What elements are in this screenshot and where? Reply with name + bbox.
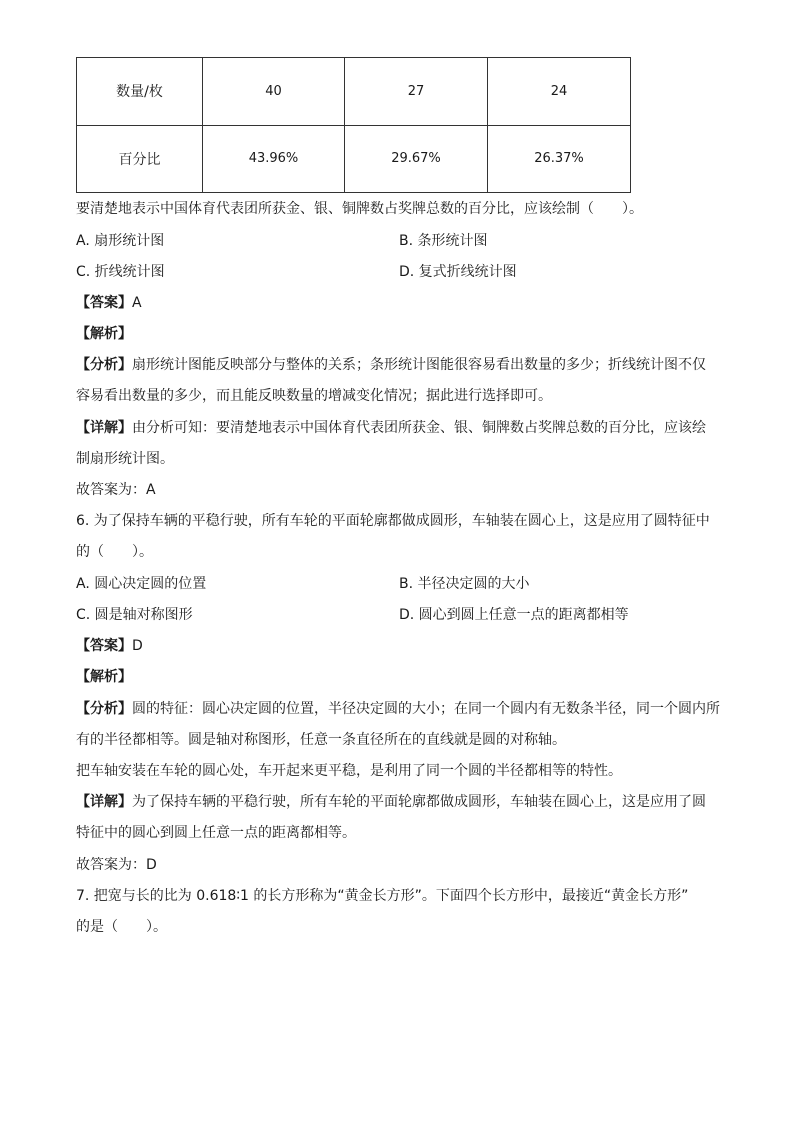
q6-option-a: A. 圆心决定圆的位置 bbox=[76, 576, 207, 592]
q6-fenxi-line3: 把车轴安装在车轮的圆心处，车开起来更平稳，是利用了同一个圆的半径都相等的特性。 bbox=[76, 763, 622, 779]
q6-option-d: D. 圆心到圆上任意一点的距离都相等 bbox=[399, 607, 629, 623]
q5-detail-line1 bbox=[76, 418, 706, 438]
q6-analysis-tag: 【解析】 bbox=[76, 669, 132, 685]
answer-value: A bbox=[132, 295, 142, 311]
table-cell: 29.67% bbox=[345, 125, 488, 193]
q6-option-b: B. 半径决定圆的大小 bbox=[399, 576, 530, 592]
fenxi-text: 扇形统计图能反映部分与整体的关系；条形统计图能很容易看出数量的多少；折线统计图不仅 bbox=[132, 357, 706, 373]
q6-fenxi-line2: 有的半径都相等。圆是轴对称图形，任意一条直径所在的直线就是圆的对称轴。 bbox=[76, 732, 566, 748]
q5-option-c: C. 折线统计图 bbox=[76, 264, 165, 280]
table-cell: 40 bbox=[203, 58, 345, 126]
q5-analysis-tag: 【解析】 bbox=[76, 326, 132, 342]
q5-stem: 要清楚地表示中国体育代表团所获金、银、铜牌数占奖牌总数的百分比，应该绘制（ ）。 bbox=[76, 201, 643, 217]
q6-stem-line1: 6. 为了保持车辆的平稳行驶，所有车轮的平面轮廓都做成圆形，车轴装在圆心上，这是应用了圆特征中 bbox=[76, 513, 710, 529]
detail-tag: 【详解】 bbox=[76, 794, 132, 810]
q5-fenxi-line2: 容易看出数量的多少，而且能反映数量的增减变化情况；据此进行选择即可。 bbox=[76, 388, 552, 404]
detail-tag: 【详解】 bbox=[76, 420, 132, 436]
answer-value: D bbox=[132, 638, 143, 654]
q5-option-d: D. 复式折线统计图 bbox=[399, 264, 517, 280]
q6-answer bbox=[76, 636, 143, 656]
q5-detail-line2: 制扇形统计图。 bbox=[76, 451, 174, 467]
q7-stem-line1: 7. 把宽与长的比为 0.618∶1 的长方形称为“黄金长方形”。下面四个长方形中，最接近“黄金长方形” bbox=[76, 888, 689, 904]
q5-option-a: A. 扇形统计图 bbox=[76, 233, 165, 249]
fenxi-tag: 【分析】 bbox=[76, 701, 132, 717]
detail-text: 为了保持车辆的平稳行驶，所有车轮的平面轮廓都做成圆形，车轴装在圆心上，这是应用了圆 bbox=[132, 794, 706, 810]
q6-stem-line2: 的（ ）。 bbox=[76, 544, 153, 560]
q6-fenxi-line1 bbox=[76, 699, 720, 719]
q7-stem-line2: 的是（ ）。 bbox=[76, 919, 167, 935]
table-cell: 27 bbox=[345, 58, 488, 126]
q5-answer bbox=[76, 293, 142, 313]
fenxi-text: 圆的特征：圆心决定圆的位置，半径决定圆的大小；在同一个圆内有无数条半径，同一个圆内所 bbox=[132, 701, 720, 717]
row-label-quantity: 数量/枚 bbox=[77, 58, 203, 126]
q6-option-c: C. 圆是轴对称图形 bbox=[76, 607, 193, 623]
table-cell: 43.96% bbox=[203, 125, 345, 193]
q6-final-answer: 故答案为：D bbox=[76, 857, 157, 873]
table-row bbox=[77, 58, 631, 126]
medal-table bbox=[76, 57, 631, 193]
answer-tag: 【答案】 bbox=[76, 638, 132, 654]
q5-fenxi-line1 bbox=[76, 355, 706, 375]
table-row bbox=[77, 125, 631, 193]
q6-detail-line1 bbox=[76, 792, 706, 812]
q6-detail-line2: 特征中的圆心到圆上任意一点的距离都相等。 bbox=[76, 825, 356, 841]
table-cell: 24 bbox=[488, 58, 631, 126]
row-label-percentage: 百分比 bbox=[77, 125, 203, 193]
detail-text: 由分析可知：要清楚地表示中国体育代表团所获金、银、铜牌数占奖牌总数的百分比，应该绘 bbox=[132, 420, 706, 436]
q5-option-b: B. 条形统计图 bbox=[399, 233, 488, 249]
fenxi-tag: 【分析】 bbox=[76, 357, 132, 373]
q5-final-answer: 故答案为：A bbox=[76, 482, 156, 498]
table-cell: 26.37% bbox=[488, 125, 631, 193]
answer-tag: 【答案】 bbox=[76, 295, 132, 311]
